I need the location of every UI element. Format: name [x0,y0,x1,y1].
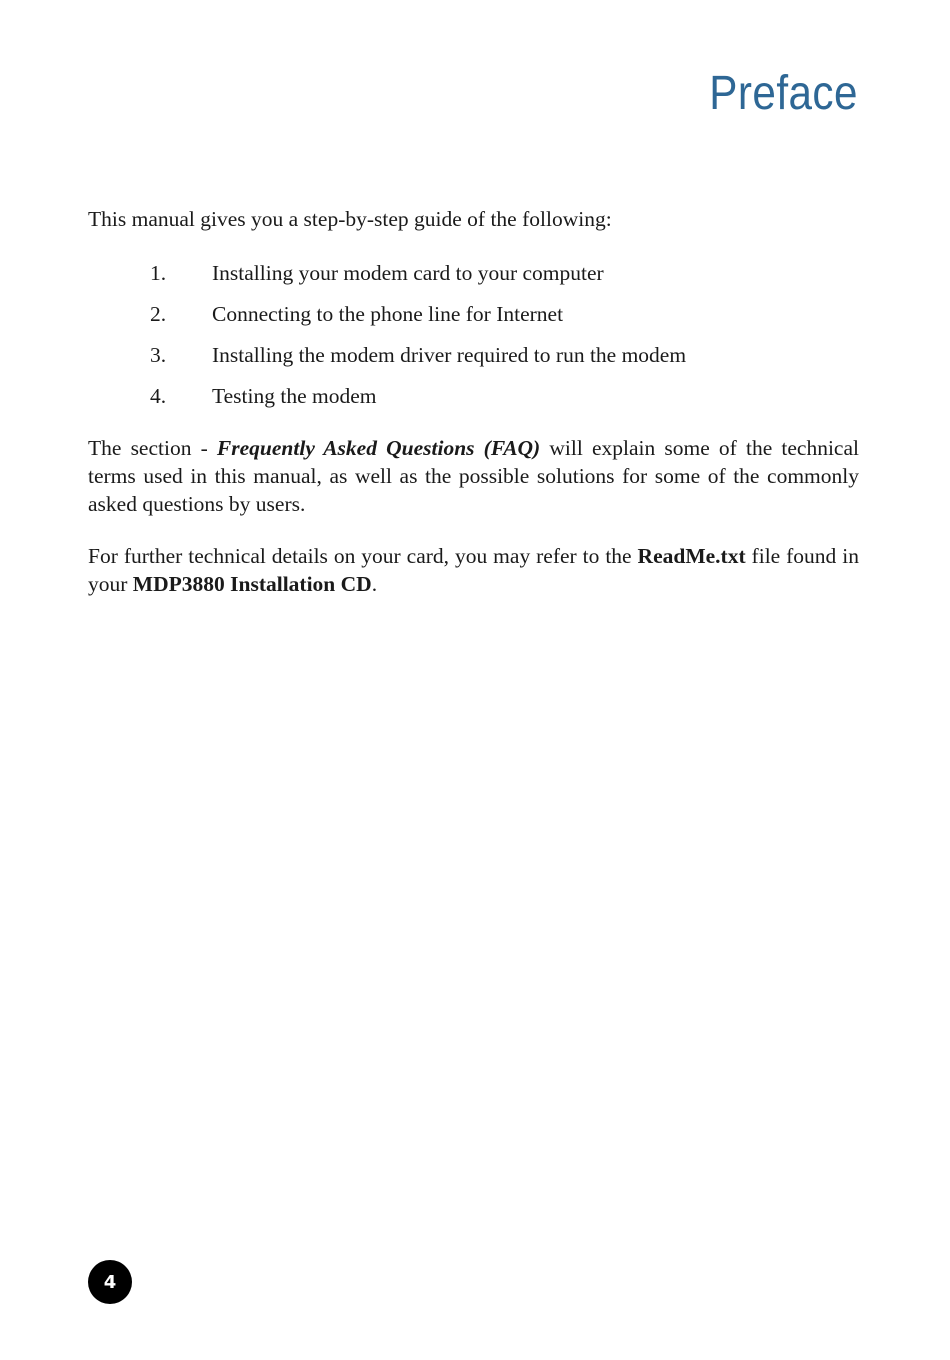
step-text: Connecting to the phone line for Internet [212,302,564,326]
details-text-1: For further technical details on your card, you may refer to the [88,544,638,568]
list-item [88,259,859,287]
step-number: 3. [150,343,167,367]
faq-lead-text: The section - [88,436,217,460]
page-title: Preface [709,67,858,120]
readme-file-name: ReadMe.txt [637,544,746,568]
step-number: 4. [150,384,167,408]
step-number: 1. [150,261,167,285]
steps-list [88,259,859,410]
list-item [88,300,859,328]
step-number: 2. [150,302,167,326]
installation-cd-name: MDP3880 Installation CD [132,572,372,596]
step-text: Installing your modem card to your computer [212,261,604,285]
details-text-2: file found in your [88,544,859,596]
details-text-3: . [371,572,378,596]
step-text: Installing the modem driver required to run the modem [212,343,687,367]
faq-rest-text: will explain some of the technical terms used in this manual, as well as the possible solutions for some of the commonly asked questions by users. [88,436,859,516]
faq-paragraph [88,434,859,518]
page-number-badge [88,1260,132,1304]
document-body [88,205,859,598]
details-paragraph [88,542,859,598]
list-item [88,341,859,369]
intro-paragraph: This manual gives you a step-by-step guide of the following: [88,207,612,231]
list-item [88,382,859,410]
page-number: 4 [103,1271,117,1293]
faq-section-name: Frequently Asked Questions (FAQ) [216,436,541,460]
step-text: Testing the modem [212,384,377,408]
